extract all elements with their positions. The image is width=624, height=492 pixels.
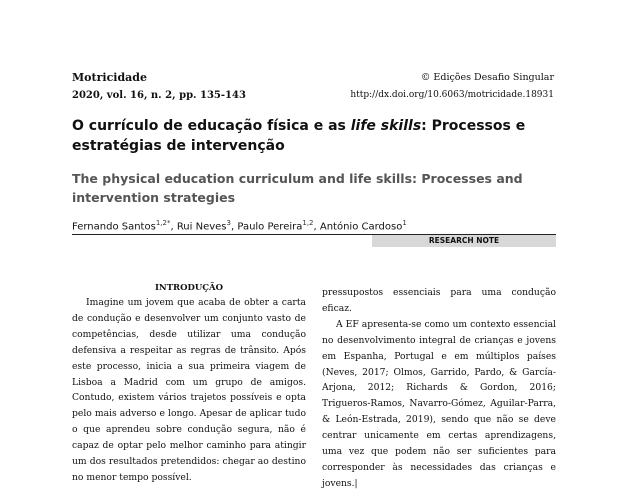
- paragraph: A EF apresenta-se como um contexto essencial no desenvolvimento integral de crianças e jovens em Espanha, Portugal e em múltiplos países (Neves, 2017; Olmos, Garrido, Pardo, & García-Arjona, 2012; Richards & Gordon, 2016; Trigueros-Ramos, Navarro-Gómez, Aguilar-Parra, & León-Estrada, 2019), sendo que não se deve centrar unicamente em certas aprendizagens, uma vez que podem não ser suficientes para corresponder às necessidades das crianças e jovens.|: [322, 318, 556, 489]
- author-name: António Cardoso: [319, 221, 403, 233]
- volume-issue-pages: 2020, vol. 16, n. 2, pp. 135-143: [72, 90, 246, 101]
- author-affiliation: 1: [402, 219, 407, 227]
- title-pt-italic: life skills: [350, 118, 422, 134]
- author-separator: ,: [231, 221, 238, 233]
- paragraph: Imagine um jovem que acaba de obter a carta de condução e desenvolver um conjunto vasto de competências, desde utilizar uma condução defensiva a respeitar as regras de trânsito. Após este processo, inicia a sua primeira viagem de Lisboa a Madrid com um grupo de amigos. Contudo, existem vários trajetos possíveis e opta pelo mais adverso e longo. Apesar de aplicar tudo o que aprendeu sobre condução segura, não é capaz de optar pelo melhor caminho para atingir um dos resultados pretendidos: chegar ao destino no menor tempo possível.: [72, 297, 306, 483]
- article-title-english: The physical education curriculum and life skills: Processes and intervention strategies: [72, 171, 523, 205]
- author-separator: ,: [170, 221, 177, 233]
- title-pt-part2: : Processos e estratégias de intervenção: [72, 118, 526, 154]
- author-name: Paulo Pereira: [237, 221, 303, 233]
- author-list: [72, 219, 407, 232]
- doi-link[interactable]: http://dx.doi.org/10.6063/motricidade.18931: [350, 90, 554, 100]
- author-affiliation: 1,2: [302, 219, 314, 227]
- journal-name: Motricidade: [72, 71, 147, 84]
- author-affiliation: 3: [226, 219, 231, 227]
- body-column-right: [322, 285, 556, 492]
- author-name: Fernando Santos: [72, 221, 156, 233]
- section-heading-introduction: INTRODUÇÃO: [154, 283, 224, 293]
- author-name: Rui Neves: [176, 221, 227, 233]
- article-title-portuguese: [72, 116, 562, 156]
- paragraph-continuation: pressupostos essenciais para uma condução eficaz.: [322, 287, 556, 314]
- body-column-left: [72, 295, 306, 486]
- author-affiliation: 1,2*: [155, 219, 171, 227]
- author-separator: ,: [313, 221, 320, 233]
- title-pt-part1: O currículo de educação física e as: [72, 118, 351, 134]
- article-type-badge: RESEARCH NOTE: [372, 235, 556, 247]
- publisher-copyright: © Edições Desafio Singular: [420, 72, 554, 83]
